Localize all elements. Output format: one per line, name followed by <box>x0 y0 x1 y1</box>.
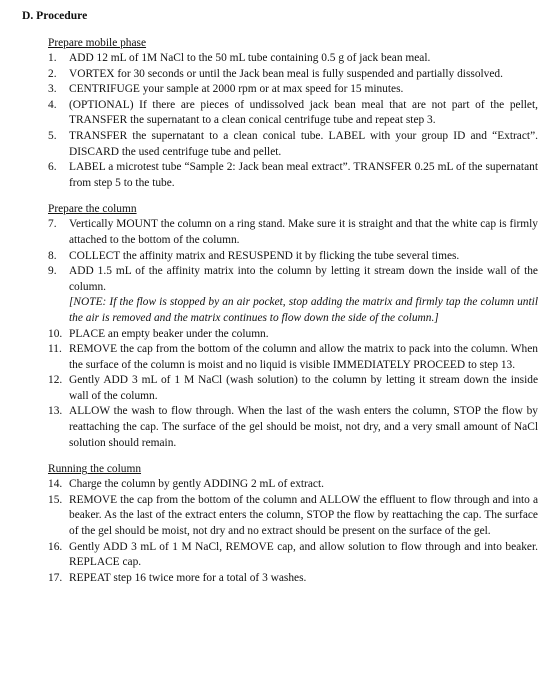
step-item <box>22 129 538 160</box>
step-text: REMOVE the cap from the bottom of the column and allow the matrix to pack into the column. When the surface of the column is moist and no liquid is visible IMMEDIATELY PROCEED to step 13. <box>69 343 538 371</box>
step-text: TRANSFER the supernatant to a clean conical tube. LABEL with your group ID and “Extract”. DISCARD the used centrifuge tube and pellet. <box>69 129 538 158</box>
step-text: ALLOW the wash to flow through. When the last of the wash enters the column, STOP the flow by reattaching the cap. The surface of the gel should be moist, not dry, and a very small amount of NaCl solution should remain. <box>69 405 538 449</box>
step-text: Gently ADD 3 mL of 1 M NaCl (wash solution) to the column by letting it stream down the inside wall of the column. <box>69 374 538 402</box>
step-number: 17. <box>48 571 63 584</box>
step-number: 5. <box>48 129 57 142</box>
step-number: 1. <box>48 52 57 64</box>
step-item <box>22 98 538 129</box>
step-list <box>22 217 538 451</box>
step-item <box>22 404 538 451</box>
section-title: Prepare the column <box>48 203 137 216</box>
procedure-heading: D. Procedure <box>22 9 88 22</box>
step-item <box>22 493 538 540</box>
step-item <box>22 571 538 587</box>
step-text: REMOVE the cap from the bottom of the column and ALLOW the effluent to flow through and into a beaker. As the last of the extract enters the column, STOP the flow by reattaching the cap. The surface of the gel should be moist, not dry and no extract should be present on the surface of the gel. <box>69 493 538 538</box>
step-text: ADD 12 mL of 1M NaCl to the 50 mL tube containing 0.5 g of jack bean meal. <box>69 52 431 64</box>
step-number: 9. <box>48 265 57 278</box>
step-text: LABEL a microtest tube “Sample 2: Jack bean meal extract”. TRANSFER 0.25 mL of the supernatant from step 5 to the tube. <box>69 161 538 189</box>
step-text: COLLECT the affinity matrix and RESUSPEND it by flicking the tube several times. <box>69 249 460 262</box>
step-item <box>22 342 538 373</box>
step-text: Charge the column by gently ADDING 2 mL of extract. <box>69 478 324 491</box>
step-text: REPEAT step 16 twice more for a total of 3 washes. <box>69 571 307 584</box>
step-number: 11. <box>48 343 62 356</box>
step-item <box>22 51 538 67</box>
step-number: 2. <box>48 67 57 80</box>
section-prepare-column <box>22 202 538 451</box>
step-number: 10. <box>48 327 63 340</box>
step-item <box>22 477 538 493</box>
step-note: [NOTE: If the flow is stopped by an air pocket, stop adding the matrix and firmly tap the column until the air is removed and the matrix continues to flow down the side of the column.] <box>69 296 538 324</box>
step-item <box>22 160 538 191</box>
step-number: 8. <box>48 249 57 262</box>
section-title: Prepare mobile phase <box>48 37 147 49</box>
step-item <box>22 327 538 343</box>
step-item <box>22 264 538 326</box>
step-text: CENTRIFUGE your sample at 2000 rpm or at max speed for 15 minutes. <box>69 83 404 96</box>
step-item <box>22 373 538 404</box>
step-list <box>22 477 538 586</box>
step-item <box>22 540 538 571</box>
step-item <box>22 82 538 98</box>
section-prepare-mobile-phase <box>22 36 538 191</box>
step-number: 7. <box>48 218 57 231</box>
step-text: (OPTIONAL) If there are pieces of undissolved jack bean meal that are not part of the pellet, TRANSFER the supernatant to a clean conical centrifuge tube and repeat step 3. <box>69 98 538 127</box>
step-item <box>22 217 538 248</box>
step-number: 15. <box>48 493 63 506</box>
step-number: 14. <box>48 478 63 491</box>
step-number: 6. <box>48 161 57 174</box>
section-running-column <box>22 462 538 586</box>
step-list <box>22 51 538 191</box>
step-text: Vertically MOUNT the column on a ring stand. Make sure it is straight and that the white cap is firmly attached to the bottom of the column. <box>69 218 538 246</box>
step-number: 12. <box>48 374 63 387</box>
step-text: VORTEX for 30 seconds or until the Jack bean meal is fully suspended and partially dissolved. <box>69 67 503 80</box>
step-text: Gently ADD 3 mL of 1 M NaCl, REMOVE cap, and allow solution to flow through and into beaker. REPLACE cap. <box>69 540 538 569</box>
step-item <box>22 67 538 83</box>
step-text: PLACE an empty beaker under the column. <box>69 327 269 340</box>
step-text: ADD 1.5 mL of the affinity matrix into the column by letting it stream down the inside wall of the column. <box>69 265 538 293</box>
step-item <box>22 249 538 265</box>
step-number: 4. <box>48 98 57 111</box>
step-number: 16. <box>48 540 63 553</box>
section-title: Running the column <box>48 463 142 476</box>
step-number: 13. <box>48 405 63 418</box>
step-number: 3. <box>48 83 57 96</box>
